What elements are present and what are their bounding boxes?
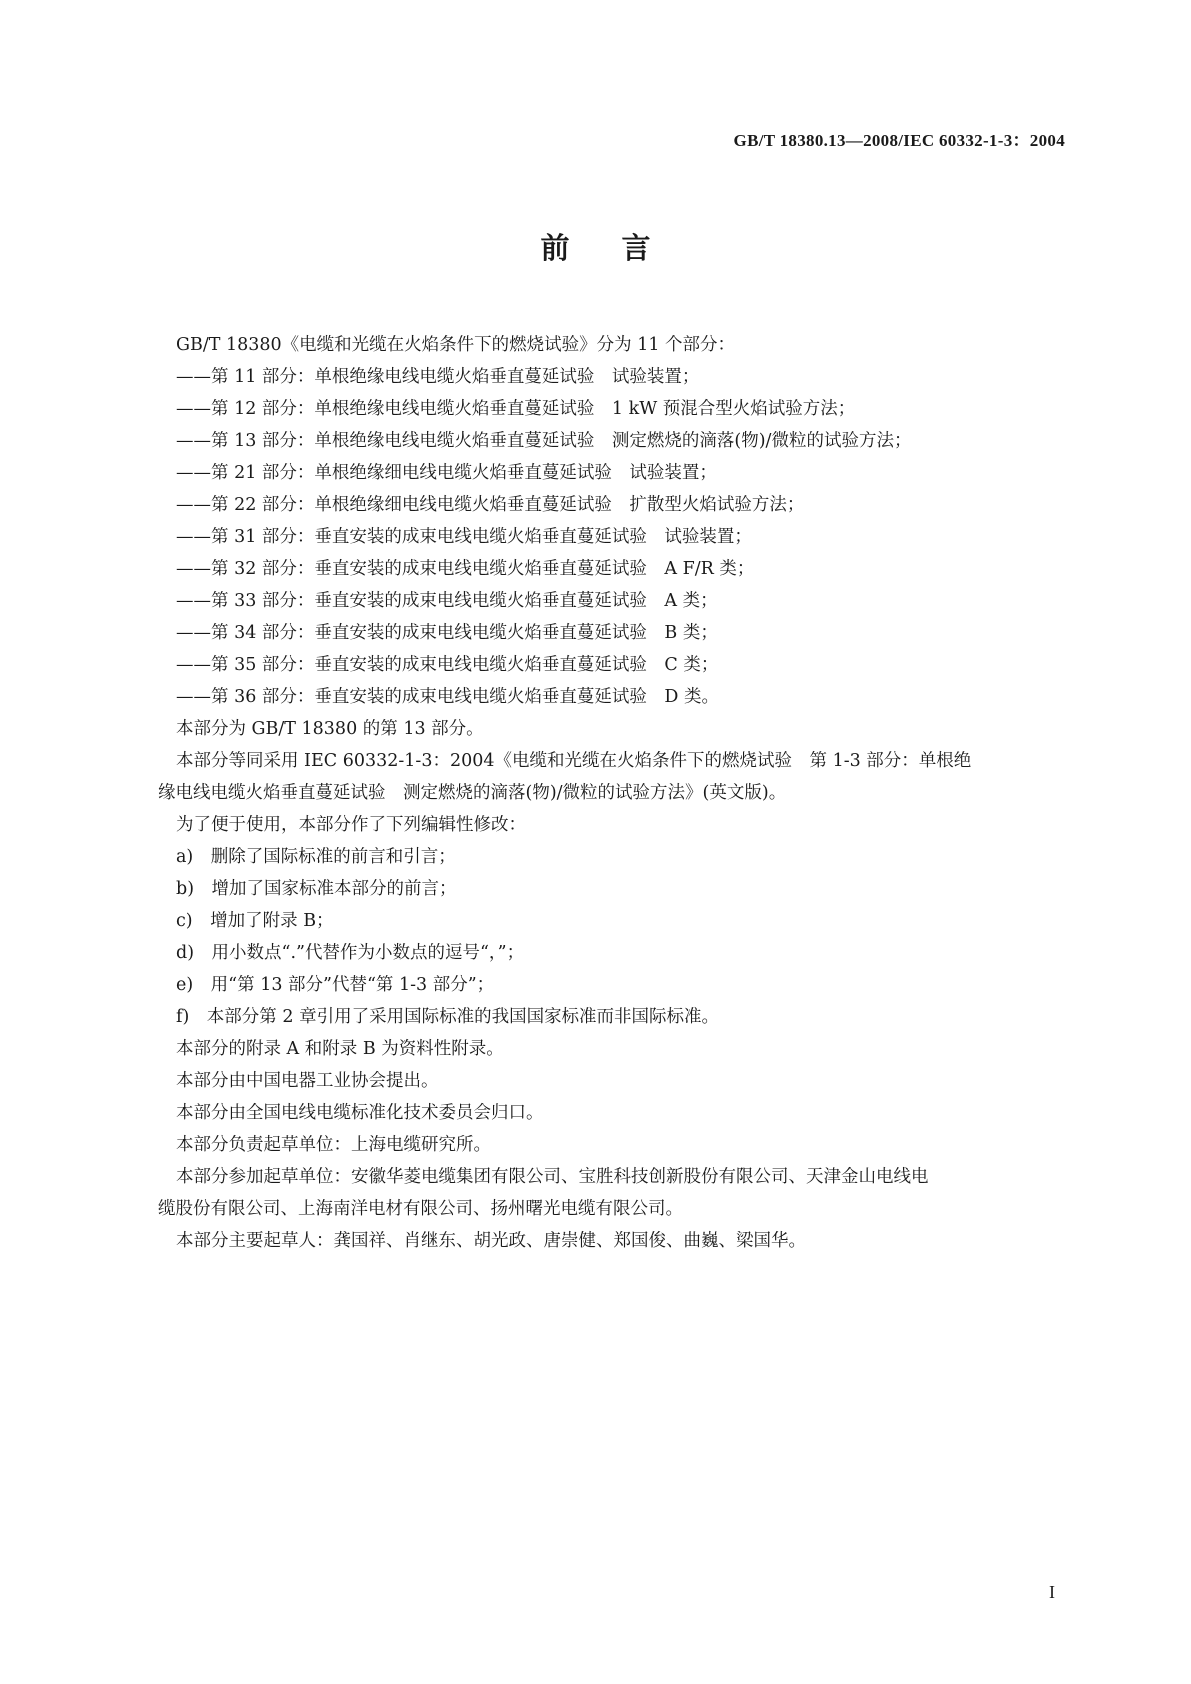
drafters: 本部分主要起草人：龚国祥、肖继东、胡光政、唐崇健、郑国俊、曲巍、梁国华。	[176, 1231, 806, 1251]
list-item: ——第 31 部分：垂直安装的成束电线电缆火焰垂直蔓延试验 试验装置；	[176, 527, 752, 547]
adoption-line-1: 本部分等同采用 IEC 60332-1-3：2004《电缆和光缆在火焰条件下的燃烧试验 第 1-3 部分：单根绝	[176, 751, 972, 771]
list-item: ——第 36 部分：垂直安装的成束电线电缆火焰垂直蔓延试验 D 类。	[176, 687, 719, 707]
participants-line-1: 本部分参加起草单位：安徽华菱电缆集团有限公司、宝胜科技创新股份有限公司、天津金山电线电	[176, 1167, 929, 1187]
intro-paragraph: GB/T 18380《电缆和光缆在火焰条件下的燃烧试验》分为 11 个部分：	[176, 335, 736, 355]
list-item: b) 增加了国家标准本部分的前言；	[176, 879, 457, 899]
list-item: f) 本部分第 2 章引用了采用国际标准的我国国家标准而非国际标准。	[176, 1007, 720, 1027]
adoption-line-2: 缘电线电缆火焰垂直蔓延试验 测定燃烧的滴落(物)/微粒的试验方法》(英文版)。	[158, 783, 787, 803]
list-item: ——第 35 部分：垂直安装的成束电线电缆火焰垂直蔓延试验 C 类；	[176, 655, 719, 675]
annex-note: 本部分的附录 A 和附录 B 为资料性附录。	[176, 1039, 504, 1059]
participants-line-2: 缆股份有限公司、上海南洋电材有限公司、扬州曙光电缆有限公司。	[158, 1199, 683, 1219]
list-item: ——第 21 部分：单根绝缘细电线电缆火焰垂直蔓延试验 试验装置；	[176, 463, 717, 483]
list-item: ——第 34 部分：垂直安装的成束电线电缆火焰垂直蔓延试验 B 类；	[176, 623, 718, 643]
parts-list	[176, 361, 1061, 713]
this-part-paragraph: 本部分为 GB/T 18380 的第 13 部分。	[176, 719, 484, 739]
standard-code-header: GB/T 18380.13—2008/IEC 60332-1-3：2004	[733, 131, 1065, 150]
list-item: d) 用小数点“.”代替作为小数点的逗号“，”；	[176, 943, 525, 963]
list-item: ——第 33 部分：垂直安装的成束电线电缆火焰垂直蔓延试验 A 类；	[176, 591, 718, 611]
edits-list	[176, 841, 1061, 1033]
page-number: I	[1049, 1582, 1055, 1602]
edits-intro: 为了便于使用，本部分作了下列编辑性修改：	[176, 815, 526, 835]
list-item: a) 删除了国际标准的前言和引言；	[176, 847, 456, 867]
list-item: ——第 22 部分：单根绝缘细电线电缆火焰垂直蔓延试验 扩散型火焰试验方法；	[176, 495, 805, 515]
list-item: ——第 12 部分：单根绝缘电线电缆火焰垂直蔓延试验 1 kW 预混合型火焰试验方法；	[176, 399, 856, 419]
list-item: c) 增加了附录 B；	[176, 911, 334, 931]
list-item: ——第 11 部分：单根绝缘电线电缆火焰垂直蔓延试验 试验装置；	[176, 367, 700, 387]
drafting-unit: 本部分负责起草单位：上海电缆研究所。	[176, 1135, 491, 1155]
list-item: ——第 13 部分：单根绝缘电线电缆火焰垂直蔓延试验 测定燃烧的滴落(物)/微粒的试验方法；	[176, 431, 912, 451]
centralized-by: 本部分由全国电线电缆标准化技术委员会归口。	[176, 1103, 544, 1123]
list-item: ——第 32 部分：垂直安装的成束电线电缆火焰垂直蔓延试验 A F/R 类；	[176, 559, 755, 579]
proposed-by: 本部分由中国电器工业协会提出。	[176, 1071, 439, 1091]
document-body	[158, 329, 1061, 1257]
list-item: e) 用“第 13 部分”代替“第 1-3 部分”；	[176, 975, 495, 995]
page-title: 前言	[540, 231, 703, 265]
